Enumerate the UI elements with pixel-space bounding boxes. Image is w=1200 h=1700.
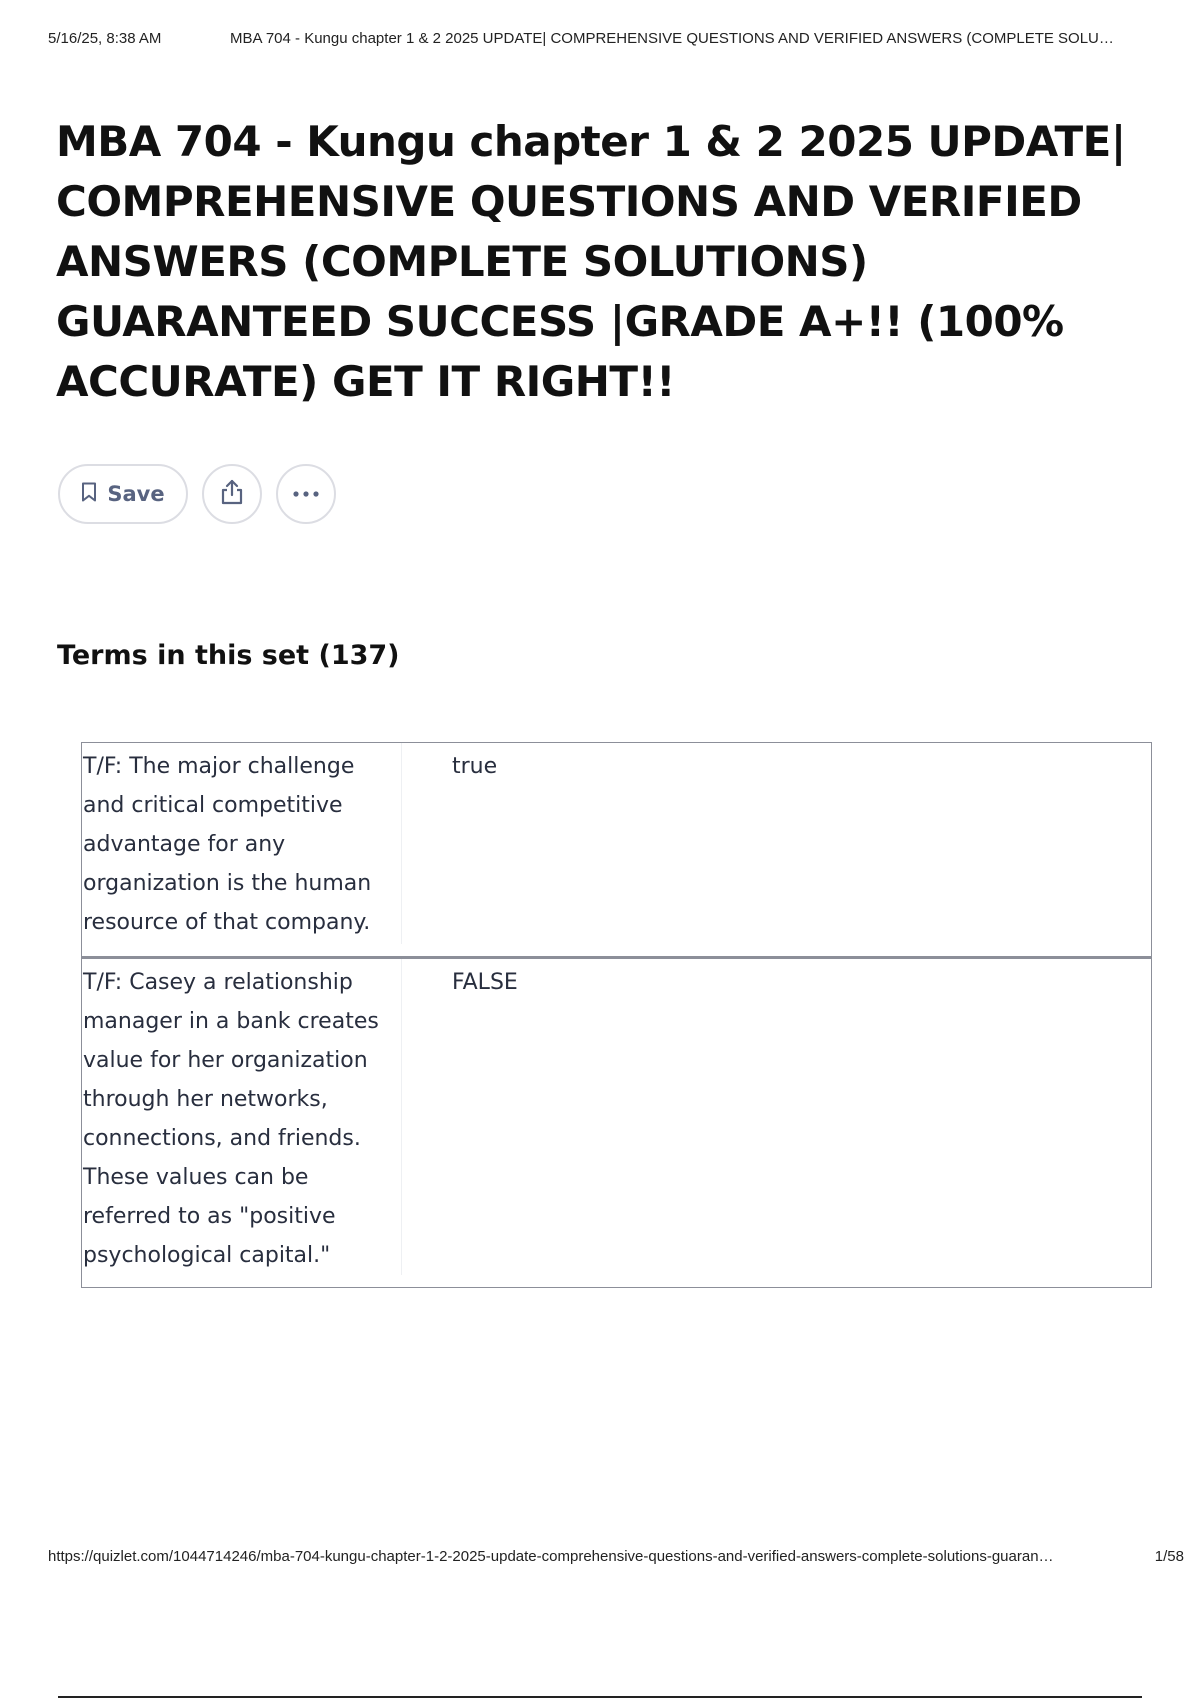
term-row	[82, 743, 1151, 956]
share-icon	[219, 478, 245, 511]
print-footer	[48, 1548, 1184, 1565]
page-number: 1/58	[1154, 1548, 1184, 1565]
print-doc-title: MBA 704 - Kungu chapter 1 & 2 2025 UPDATE| COMPREHENSIVE QUESTIONS AND VERIFIED ANSWERS (COMPLETE SOLU…	[230, 30, 1114, 47]
print-timestamp: 5/16/25, 8:38 AM	[48, 30, 162, 47]
save-button-label: Save	[107, 482, 165, 506]
set-title: MBA 704 - Kungu chapter 1 & 2 2025 UPDATE| COMPREHENSIVE QUESTIONS AND VERIFIED ANSWERS (COMPLETE SOLUTIONS) GUARANTEED SUCCESS |GRADE A+!! (100% ACCURATE) GET IT RIGHT!!	[56, 117, 1126, 406]
share-button[interactable]	[202, 464, 262, 524]
set-actions	[58, 464, 336, 524]
definition-text: FALSE	[452, 970, 518, 995]
save-button[interactable]	[58, 464, 188, 524]
print-url: https://quizlet.com/1044714246/mba-704-kungu-chapter-1-2-2025-update-comprehensive-questions-and-verified-answers-complete-solutions-guaran…	[48, 1548, 1054, 1565]
term-text: T/F: Casey a relationship manager in a bank creates value for her organization through her networks, connections, and friends. These values can be referred to as "positive psychological capital."	[82, 959, 402, 1275]
print-header	[48, 30, 1182, 47]
definition-text: true	[452, 754, 498, 779]
divider	[58, 1696, 1142, 1698]
terms-table	[81, 742, 1152, 1288]
terms-heading: Terms in this set (137)	[57, 640, 400, 671]
more-options-button[interactable]	[276, 464, 336, 524]
term-row	[82, 956, 1151, 1287]
term-text: T/F: The major challenge and critical competitive advantage for any organization is the human resource of that company.	[82, 743, 402, 944]
bookmark-icon	[81, 482, 97, 507]
more-icon	[292, 485, 320, 503]
